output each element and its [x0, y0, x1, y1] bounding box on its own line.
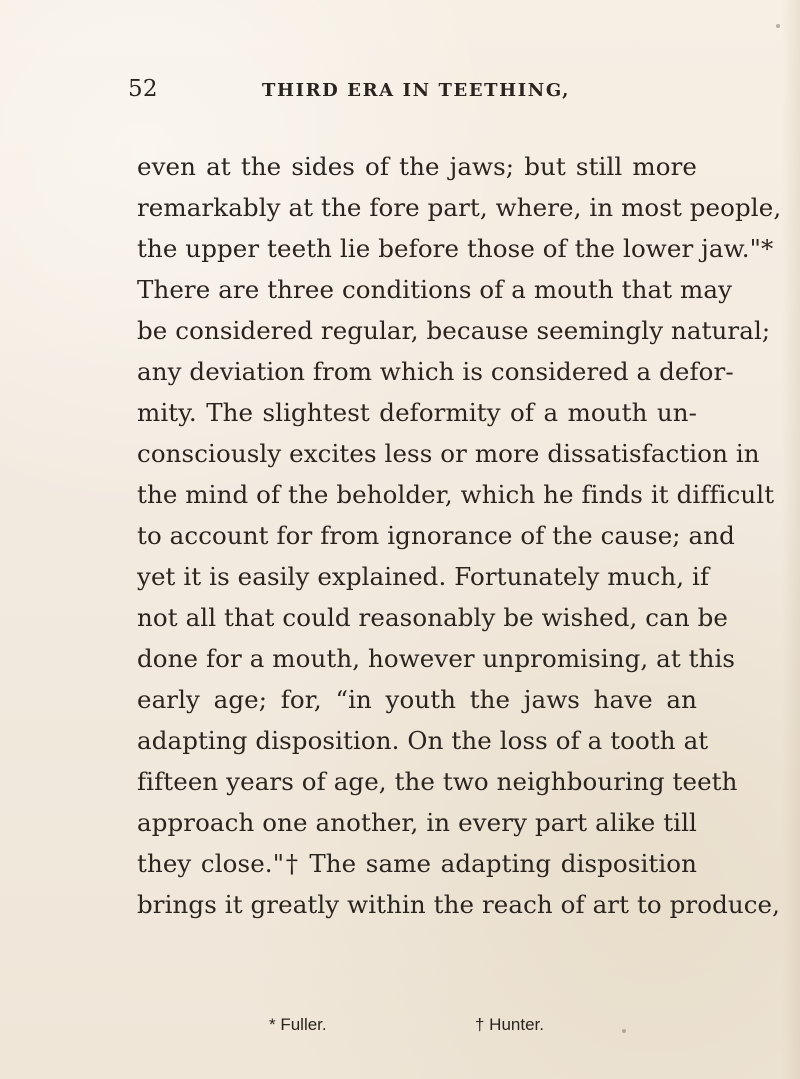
body-line: approach one another, in every part alike till: [137, 808, 697, 837]
body-line: not all that could reasonably be wished, can be: [137, 603, 728, 632]
body-line: fifteen years of age, the two neighbouring teeth: [137, 767, 738, 796]
page-header: [0, 78, 800, 118]
body-line: even at the sides of the jaws; but still more: [137, 152, 697, 181]
body-line: remarkably at the fore part, where, in most people,: [137, 193, 782, 222]
body-line: any deviation from which is considered a defor-: [137, 357, 734, 386]
running-head: THIRD ERA IN TEETHING,: [262, 80, 571, 101]
body-line: to account for from ignorance of the cause; and: [137, 521, 735, 550]
page-number: 52: [128, 76, 158, 102]
body-line: done for a mouth, however unpromising, at this: [137, 644, 736, 673]
body-line: mity. The slightest deformity of a mouth un-: [137, 398, 697, 427]
paper-speck: [622, 1029, 626, 1033]
footnote-fuller: * Fuller.: [269, 1015, 327, 1034]
body-line: early age; for, “in youth the jaws have an: [137, 685, 697, 714]
body-line: brings it greatly within the reach of art to produce,: [137, 890, 781, 919]
body-line: consciously excites less or more dissatisfaction in: [137, 439, 760, 468]
body-line: the upper teeth lie before those of the lower jaw."*: [137, 234, 774, 263]
body-text: [137, 146, 782, 925]
body-line: be considered regular, because seemingly natural;: [137, 316, 771, 345]
body-line: the mind of the beholder, which he finds it difficult: [137, 480, 775, 509]
body-line: adapting disposition. On the loss of a tooth at: [137, 726, 709, 755]
body-line: yet it is easily explained. Fortunately much, if: [137, 562, 710, 591]
footnotes: [0, 1016, 800, 1040]
body-line: they close."† The same adapting disposition: [137, 849, 697, 878]
body-line: There are three conditions of a mouth that may: [137, 275, 733, 304]
footnote-hunter: † Hunter.: [475, 1015, 544, 1034]
paper-speck: [776, 24, 780, 28]
